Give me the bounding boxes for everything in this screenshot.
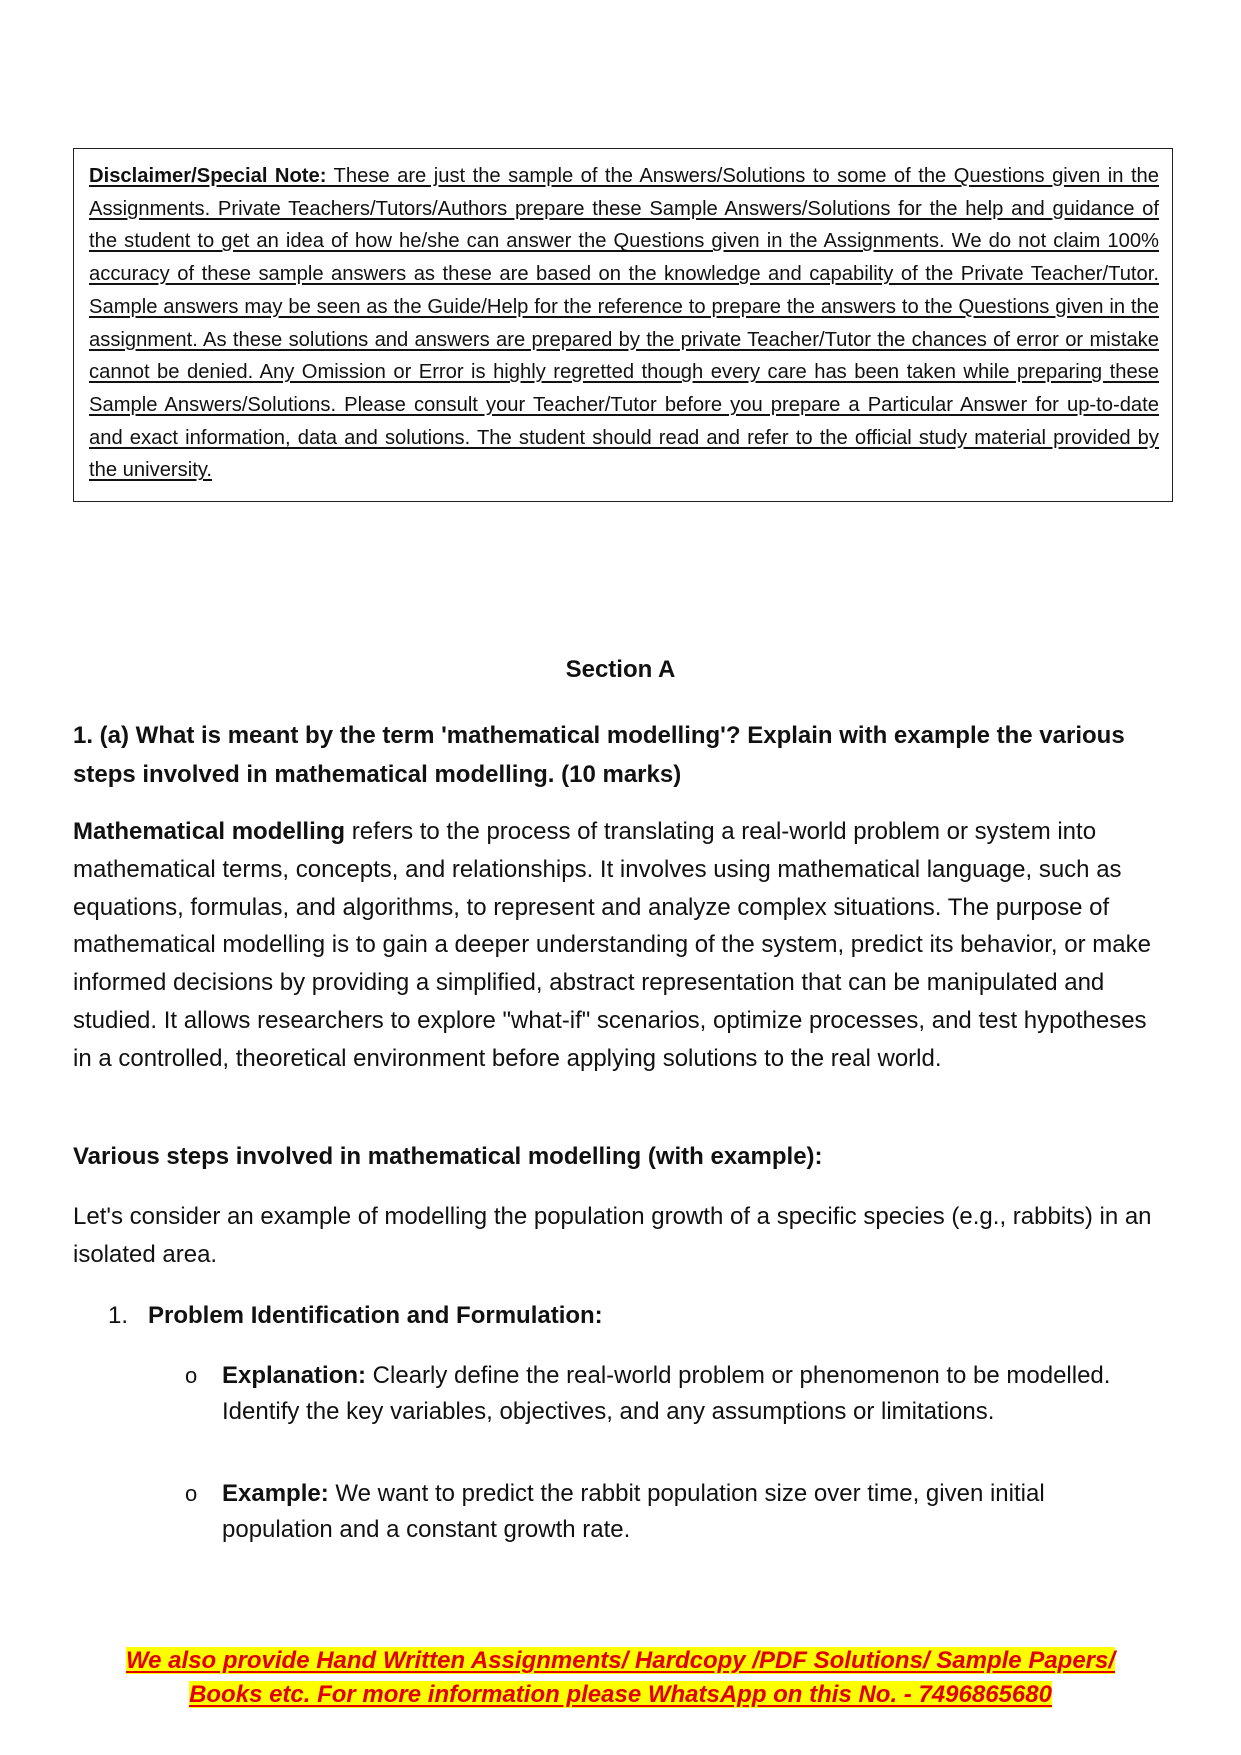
definition-term: Mathematical modelling xyxy=(73,818,346,845)
step-title: Problem Identification and Formulation: xyxy=(148,1302,603,1329)
disclaimer-label: Disclaimer/Special Note: xyxy=(89,165,327,187)
footer-text-2: Books etc. For more information please WhatsApp on this No. - 7496865680 xyxy=(189,1681,1052,1708)
sub-item-body: We want to predict the rabbit population size over time, given initial population and a constant growth rate. xyxy=(222,1480,1045,1543)
footer-line-1 xyxy=(0,1644,1241,1677)
definition-paragraph xyxy=(73,813,1163,1078)
circle-bullet-icon: o xyxy=(185,1363,198,1388)
steps-heading: Various steps involved in mathematical modelling (with example): xyxy=(73,1143,823,1170)
sub-item-explanation xyxy=(185,1358,1145,1430)
sub-item-label: Explanation: xyxy=(222,1362,367,1389)
disclaimer-text xyxy=(89,160,1159,487)
step-item xyxy=(108,1299,603,1333)
sub-item-label: Example: xyxy=(222,1480,329,1507)
footer-text-1: We also provide Hand Written Assignments/ Hardcopy /PDF Solutions/ Sample Papers/ xyxy=(125,1647,1116,1674)
circle-bullet-icon: o xyxy=(185,1481,198,1506)
definition-text: refers to the process of translating a real-world problem or system into mathematical terms, concepts, and relationships. It involves using mathematical language, such as equations, formulas, and algorithms, to represent and analyze complex situations. The purpose of mathematical modelling is to gain a deeper understanding of the system, predict its behavior, or make informed decisions by providing a simplified, abstract representation that can be manipulated and studied. It allows researchers to explore "what-if" scenarios, optimize processes, and test hypotheses in a controlled, theoretical environment before applying solutions to the real world. xyxy=(73,818,1151,1072)
sub-item-text xyxy=(222,1476,1145,1548)
sub-item-text xyxy=(222,1358,1145,1430)
step-number: 1. xyxy=(108,1302,129,1329)
section-title: Section A xyxy=(565,656,676,683)
footer-line-2 xyxy=(0,1678,1241,1711)
example-intro: Let's consider an example of modelling the population growth of a specific species (e.g., rabbits) in an isolated area. xyxy=(73,1203,1152,1268)
sub-item-example xyxy=(185,1476,1145,1548)
sub-item-body: Clearly define the real-world problem or phenomenon to be modelled. Identify the key variables, objectives, and any assumptions or limitations. xyxy=(222,1362,1111,1425)
question-heading: 1. (a) What is meant by the term 'mathematical modelling'? Explain with example the various steps involved in mathematical modelling. (10 marks) xyxy=(73,722,1125,788)
disclaimer-body: These are just the sample of the Answers/Solutions to some of the Questions given in the Assignments. Private Teachers/Tutors/Authors prepare these Sample Answers/Solutions for the help and guidance of the student to get an idea of how he/she can answer the Questions given in the Assignments. We do not claim 100% accuracy of these sample answers as these are based on the knowledge and capability of the Private Teacher/Tutor. Sample answers may be seen as the Guide/Help for the reference to prepare the answers to the Questions given in the assignment. As these solutions and answers are prepared by the private Teacher/Tutor the chances of error or mistake cannot be denied. Any Omission or Error is highly regretted though every care has been taken while preparing these Sample Answers/Solutions. Please consult your Teacher/Tutor before you prepare a Particular Answer for up-to-date and exact information, data and solutions. The student should read and refer to the official study material provided by the university. xyxy=(89,165,1160,482)
